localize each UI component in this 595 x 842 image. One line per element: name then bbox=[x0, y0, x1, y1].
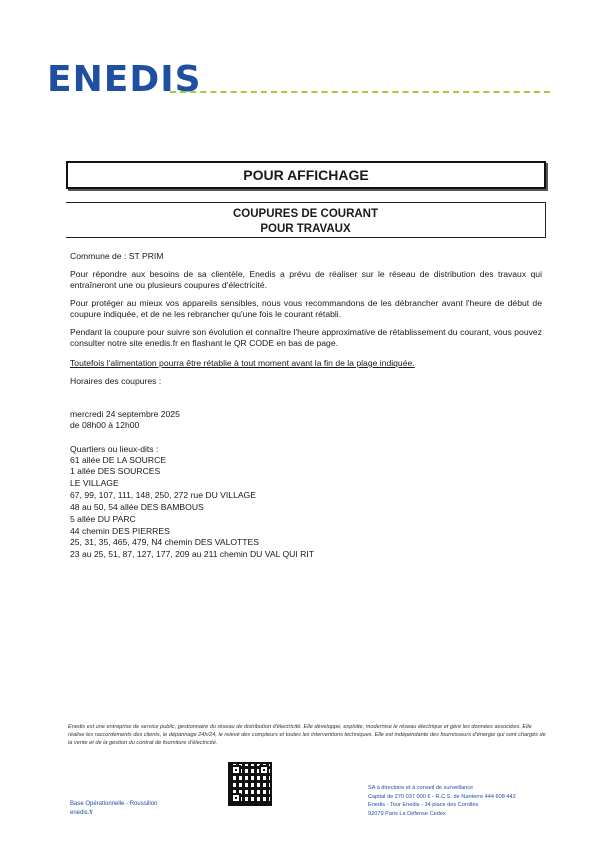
paragraph-4-underlined bbox=[70, 358, 542, 369]
notice-title-line1: COUPURES DE COURANT bbox=[232, 208, 379, 220]
footer-right-line: 92079 Paris La Défense Cedex bbox=[368, 810, 446, 817]
paragraph-3: Pendant la coupure pour suivre son évolution et connaître l'heure approximative de rétablissement du courant, vous pouvez consulter notre site enedis.fr en flashant le QR CODE en bas de page. bbox=[70, 327, 542, 348]
quartier-item: 25, 31, 35, 465, 479, N4 chemin DES VALOTTES bbox=[70, 537, 260, 547]
qr-finder-top-right bbox=[259, 765, 269, 775]
paragraph-4-text: Toutefois l'alimentation pourra être rétablie à tout moment avant la fin de la plage indiquée. bbox=[70, 358, 415, 368]
footer-right-line: SA à directoire et à conseil de surveillance bbox=[368, 785, 474, 791]
qr-code[interactable] bbox=[228, 762, 272, 806]
quartier-item: 48 au 50, 54 allée DES BAMBOUS bbox=[70, 502, 204, 512]
enedis-logo: ENEDIS bbox=[47, 59, 202, 100]
outage-date: mercredi 24 septembre 2025 bbox=[70, 409, 180, 419]
quartier-item: 1 allée DES SOURCES bbox=[70, 466, 161, 476]
footer-left bbox=[70, 800, 157, 818]
paragraph-1: Pour répondre aux besoins de sa clientèle, Enedis a prévu de réaliser sur le réseau de distribution des travaux qui entraîneront une ou plusieurs coupures d'électricité. bbox=[70, 269, 542, 290]
footer-website-link[interactable]: enedis.fr bbox=[70, 810, 94, 816]
notice-title-box bbox=[66, 202, 546, 238]
qr-finder-top-left bbox=[231, 765, 241, 775]
qr-finder-bottom-left bbox=[231, 793, 241, 803]
legal-footnote: Enedis est une entreprise de service public, gestionnaire du réseau de distribution d'électricité. Elle développe, exploite, modernise le réseau électrique et gère les données associées. Elle réalise les raccordements des clients, le dépannage 24h/24, le relevé des compteurs et toutes les interventions techniques. Elle est indépendante des fournisseurs d'énergie qui sont chargés de la vente et de la gestion du contrat de fourniture d'électricité. bbox=[68, 724, 546, 746]
quartiers-label: Quartiers ou lieux-dits : bbox=[70, 444, 159, 454]
footer-right-line: Capital de 270 037 000 € - R.C.S. de Nanterre 444 608 442 bbox=[368, 793, 516, 800]
logo-dashed-rule bbox=[170, 91, 550, 93]
quartier-item: 5 allée DU PARC bbox=[70, 514, 136, 524]
footer-legal-info bbox=[368, 784, 516, 818]
quartier-item: LE VILLAGE bbox=[70, 478, 119, 488]
paragraph-2: Pour protéger au mieux vos appareils sensibles, nous vous recommandons de les débrancher avant l'heure de début de coupure indiquée, et de ne les rebrancher qu'une fois le courant rétabli. bbox=[70, 298, 542, 319]
quartier-item: 23 au 25, 51, 87, 127, 177, 209 au 211 chemin DU VAL QUI RIT bbox=[70, 549, 314, 559]
banner-pour-affichage: POUR AFFICHAGE bbox=[66, 161, 546, 189]
quartier-item: 61 allée DE LA SOURCE bbox=[70, 455, 167, 465]
outage-time-range: de 08h00 à 12h00 bbox=[70, 420, 140, 430]
quartier-item: 67, 99, 107, 111, 148, 250, 272 rue DU VILLAGE bbox=[70, 490, 257, 500]
horaires-label: Horaires des coupures : bbox=[70, 376, 162, 386]
quartier-item: 44 chemin DES PIERRES bbox=[70, 526, 170, 536]
notice-title-line2: POUR TRAVAUX bbox=[260, 223, 351, 235]
footer-base-operationnelle: Base Opérationnelle - Roussillon bbox=[70, 801, 158, 807]
footer-right-line: Enedis - Tour Enedis - 34 place des Corolles bbox=[368, 802, 479, 808]
commune-line: Commune de : ST PRIM bbox=[70, 251, 164, 261]
